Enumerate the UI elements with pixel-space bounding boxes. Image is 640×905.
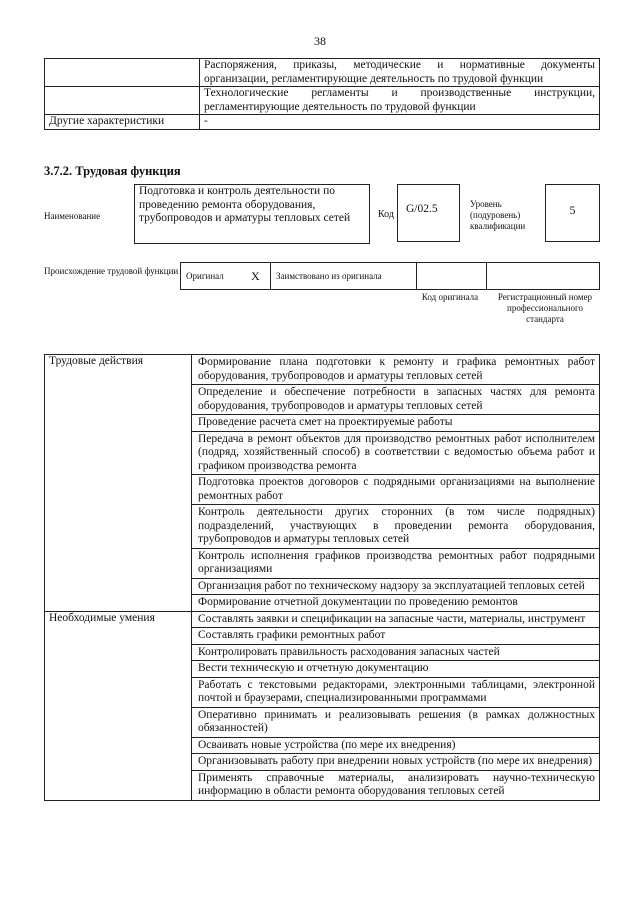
code-caption: Код оригинала bbox=[421, 292, 479, 302]
table-cell: Передача в ремонт объектов для производство ремонтных работ исполнителем (подряд, хозяйственный способ) в соответствии с ведомостью объема работ и графиком производства ремонта bbox=[192, 431, 600, 475]
table-cell: Распоряжения, приказы, методические и нормативные документы организации, регламентирующие деятельность по трудовой функции bbox=[200, 59, 600, 87]
table-cell: Применять справочные материалы, анализировать научно-техническую информацию в области ремонта оборудования тепловых сетей bbox=[192, 770, 600, 800]
table-cell: Составлять заявки и спецификации на запасные части, материалы, инструмент bbox=[192, 611, 600, 628]
table-cell: Оперативно принимать и реализовывать решения (в рамках должностных обязанностей) bbox=[192, 707, 600, 737]
level-value: 5 bbox=[545, 184, 600, 242]
code-value: G/02.5 bbox=[397, 184, 460, 242]
divider bbox=[416, 263, 417, 289]
table-cell: Определение и обеспечение потребности в запасных частях для ремонта оборудования, трубопроводов и арматуры тепловых сетей bbox=[192, 385, 600, 415]
table-cell: Контроль исполнения графиков производства ремонтных работ подрядными организациями bbox=[192, 548, 600, 578]
table-cell: Осваивать новые устройства (по мере их внедрения) bbox=[192, 737, 600, 754]
table-cell: Технологические регламенты и производственные инструкции, регламентирующие деятельность по трудовой функции bbox=[200, 87, 600, 115]
section-title: 3.7.2. Трудовая функция bbox=[44, 164, 181, 178]
name-label: Наименование bbox=[44, 211, 101, 221]
row-label bbox=[45, 59, 200, 87]
original-label: Оригинал bbox=[186, 271, 224, 281]
row-label: Другие характеристики bbox=[45, 115, 200, 130]
table-cell: Формирование отчетной документации по проведению ремонтов bbox=[192, 595, 600, 612]
page-number: 38 bbox=[314, 34, 326, 48]
reg-caption: Регистрационный номер профессионального стандарта bbox=[497, 292, 593, 324]
table-cell: Работать с текстовыми редакторами, электронными таблицами, электронной почтой и браузерами, специализированными программами bbox=[192, 677, 600, 707]
name-value: Подготовка и контроль деятельности по проведению ремонта оборудования, трубопроводов и арматуры тепловых сетей bbox=[134, 184, 370, 244]
group-label: Необходимые умения bbox=[45, 611, 192, 800]
table-row bbox=[45, 87, 600, 115]
table-row bbox=[45, 59, 600, 87]
origin-label: Происхождение трудовой функции bbox=[44, 266, 179, 276]
level-label: Уровень (подуровень) квалификации bbox=[470, 199, 526, 231]
table-cell: Вести техническую и отчетную документацию bbox=[192, 661, 600, 678]
table-cell: Формирование плана подготовки к ремонту и графика ремонтных работ оборудования, трубопроводов и арматуры тепловых сетей bbox=[192, 355, 600, 385]
table-cell: Проведение расчета смет на проектируемые работы bbox=[192, 415, 600, 432]
group-label: Трудовые действия bbox=[45, 355, 192, 612]
table-cell: Составлять графики ремонтных работ bbox=[192, 628, 600, 645]
main-table bbox=[44, 354, 600, 801]
table-cell: Подготовка проектов договоров с подрядными организациями на выполнение ремонтных работ bbox=[192, 475, 600, 505]
divider bbox=[486, 263, 487, 289]
table-row bbox=[45, 115, 600, 130]
origin-box bbox=[180, 262, 600, 290]
divider bbox=[270, 263, 271, 289]
borrowed-label: Заимствовано из оригинала bbox=[276, 271, 382, 281]
code-label: Код bbox=[378, 209, 394, 220]
table-cell: Организовывать работу при внедрении новых устройств (по мере их внедрения) bbox=[192, 754, 600, 771]
top-table bbox=[44, 58, 600, 130]
table-cell: - bbox=[200, 115, 600, 130]
table-cell: Организация работ по техническому надзору за эксплуатацией тепловых сетей bbox=[192, 578, 600, 595]
table-row bbox=[45, 611, 600, 628]
table-row bbox=[45, 355, 600, 385]
table-cell: Контроль деятельности других сторонних (в том числе подрядных) подразделений, участвующих в проведении ремонта оборудования, трубопроводов и арматуры тепловых сетей bbox=[192, 505, 600, 549]
original-mark: X bbox=[251, 269, 260, 283]
table-cell: Контролировать правильность расходования запасных частей bbox=[192, 644, 600, 661]
